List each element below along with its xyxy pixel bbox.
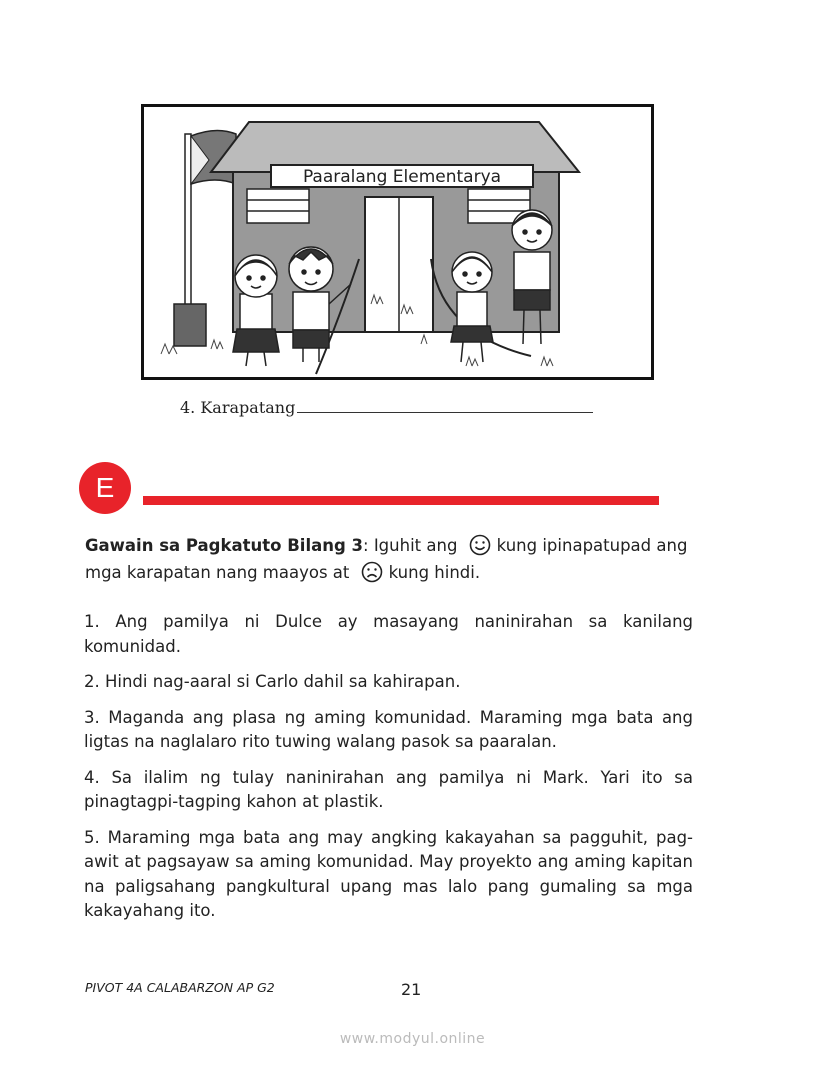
school-illustration	[141, 104, 654, 380]
list-item: 2. Hindi nag-aaral si Carlo dahil sa kahirapan.	[84, 672, 461, 691]
activity-text-3: kung hindi.	[388, 563, 481, 582]
watermark-text: www.modyul.online	[339, 1031, 486, 1047]
activity-title: Gawain sa Pagkatuto Bilang 3	[85, 536, 364, 555]
activity-items-list	[84, 610, 693, 935]
section-divider-bar	[143, 496, 659, 505]
footer-source: PIVOT 4A CALABARZON AP G2	[85, 980, 275, 995]
list-item: 1. Ang pamilya ni Dulce ay masayang naninirahan sa kanilang komunidad.	[84, 612, 693, 656]
child-girl-left	[233, 255, 279, 366]
smiley-face-icon	[469, 534, 491, 556]
school-sign-text: Paaralang Elementarya	[302, 167, 502, 187]
flag-pole	[185, 134, 191, 309]
sad-face-icon	[361, 561, 383, 583]
page-number: 21	[401, 980, 422, 999]
activity-text-1: : Iguhit ang	[363, 536, 458, 555]
list-item: 4. Sa ilalim ng tulay naninirahan ang pamilya ni Mark. Yari ito sa pinagtagpi-tagping kahon at plastik.	[84, 767, 693, 811]
answer-blank-line[interactable]	[297, 398, 593, 413]
item-4-label: 4. Karapatang	[180, 398, 296, 417]
list-item: 5. Maraming mga bata ang may angking kakayahan sa pagguhit, pag-awit at pagsayaw sa aming komunidad. May proyekto ang aming kapitan na paligsahang pangkultural upang mas lalo pang gumaling sa mga kakayahang ito.	[84, 827, 693, 920]
activity-instruction	[85, 532, 725, 586]
section-e-header	[79, 462, 661, 514]
activity-text-2: kung ipinapatupad ang mga karapatan nang maayos at	[85, 536, 688, 582]
item-4-karapatang	[180, 398, 593, 417]
section-letter-badge: E	[79, 462, 131, 514]
list-item: 3. Maganda ang plasa ng aming komunidad. Maraming mga bata ang ligtas na naglalaro rito tuwing walang pasok sa paaralan.	[84, 707, 693, 751]
